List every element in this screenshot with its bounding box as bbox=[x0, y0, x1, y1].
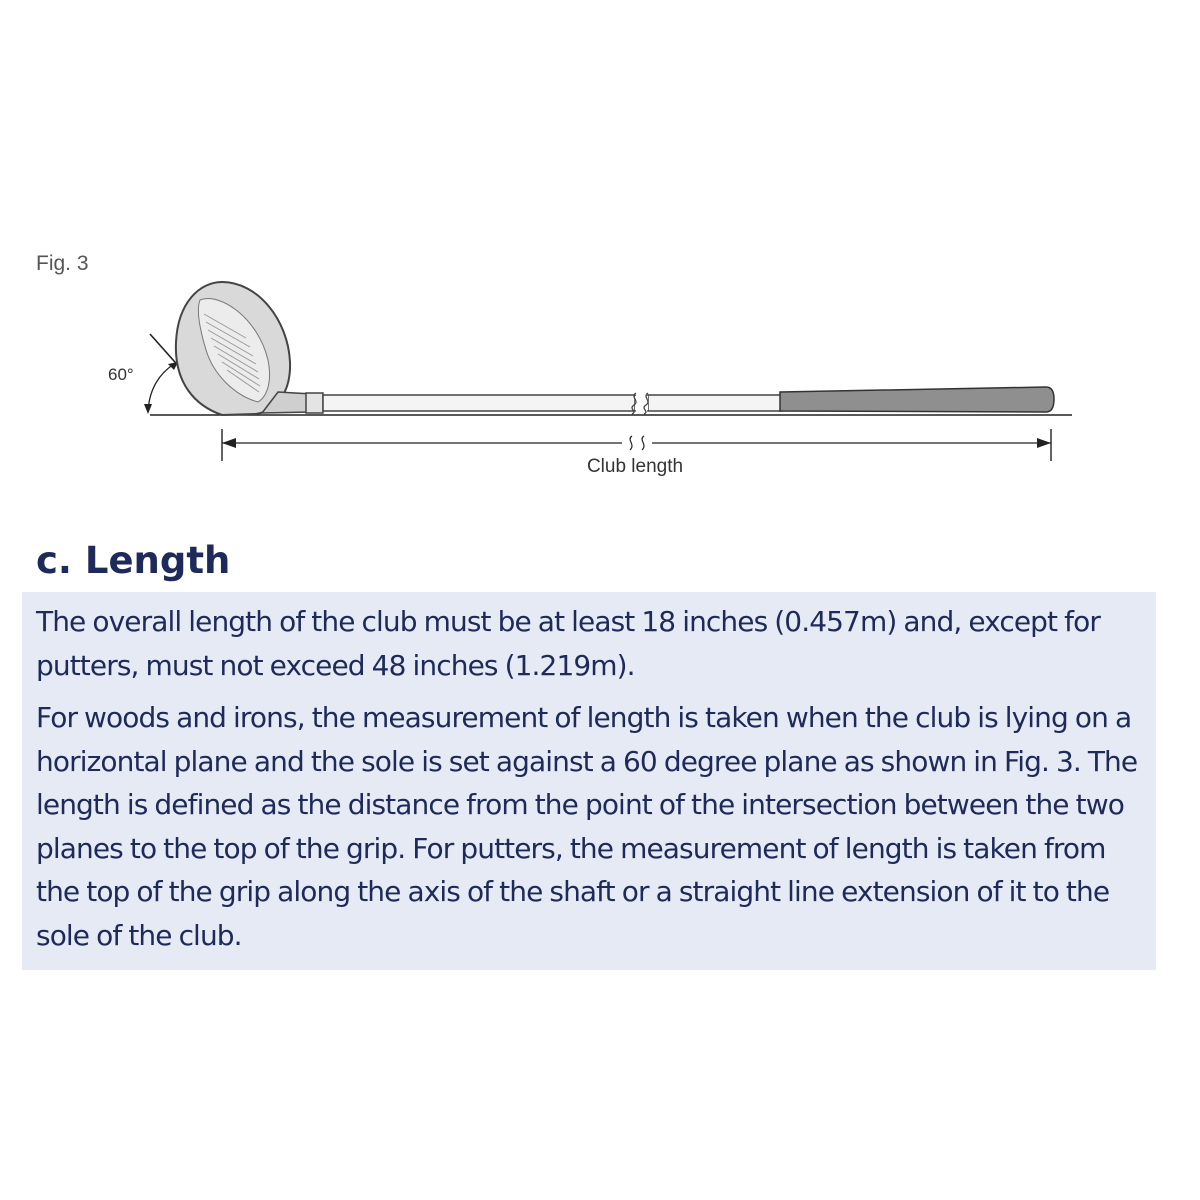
angle-arc bbox=[148, 364, 174, 411]
section-heading: c. Length bbox=[36, 539, 231, 582]
rule-text-panel bbox=[22, 592, 1156, 970]
club-length-diagram bbox=[0, 0, 1200, 500]
angle-label: 60° bbox=[108, 365, 134, 384]
paragraph-measurement-method: For woods and irons, the measurement of length is taken when the club is lying on a horizontal plane and the sole is set against a 60 degree plane as shown in Fig. 3. The length is defined as the distance from the point of the intersection between the two planes to the top of the grip. For putters, the measurement of length is taken from the top of the grip along the axis of the shaft or a straight line extension of it to the sole of the club. bbox=[36, 701, 1138, 952]
paragraph-overall-length: The overall length of the club must be at least 18 inches (0.457m) and, except for putters, must not exceed 48 inches (1.219m). bbox=[36, 605, 1100, 682]
figure-label: Fig. 3 bbox=[36, 252, 89, 275]
club-grip bbox=[780, 387, 1054, 412]
club-head-icon bbox=[176, 282, 323, 415]
club-shaft bbox=[323, 393, 782, 414]
angle-arrowhead-bottom bbox=[144, 404, 152, 414]
club-length-label: Club length bbox=[586, 456, 684, 477]
